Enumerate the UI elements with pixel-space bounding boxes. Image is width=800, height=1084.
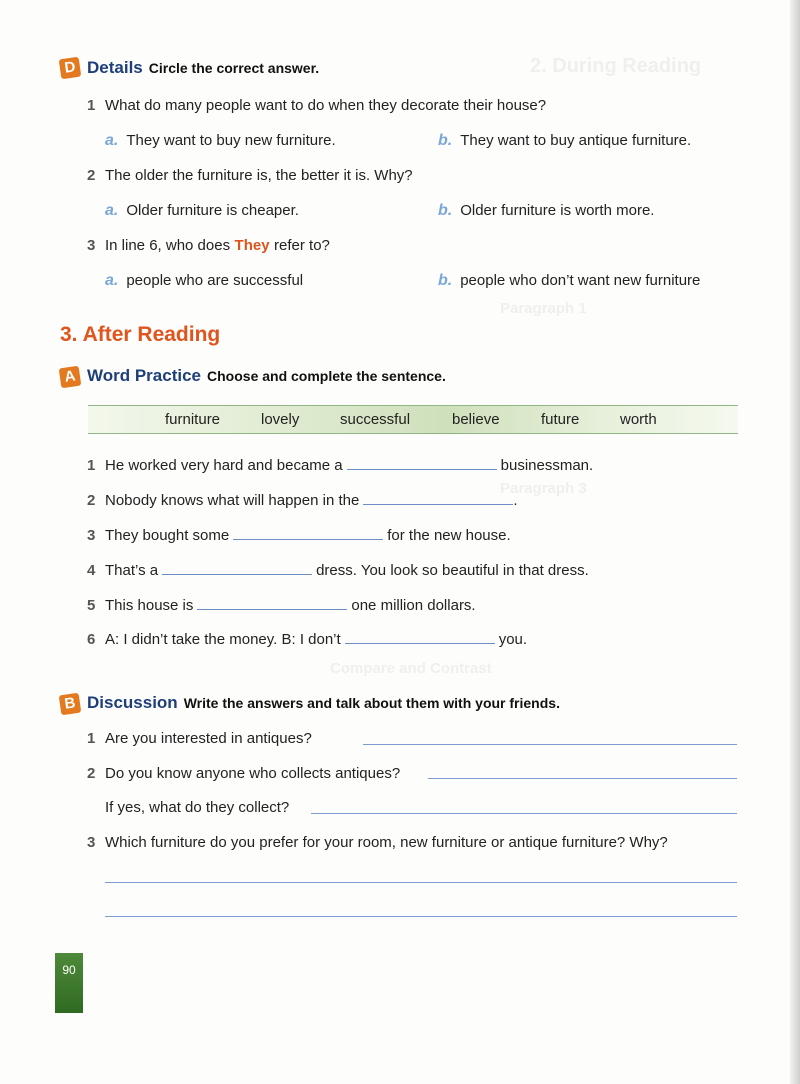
sentence-before: This house is xyxy=(105,597,194,614)
details-question-3 xyxy=(87,237,330,255)
question-number: 1 xyxy=(87,730,96,747)
sentence-number: 1 xyxy=(87,457,96,474)
option-a[interactable] xyxy=(105,202,299,220)
sentence-after: for the new house. xyxy=(387,527,511,544)
discussion-header xyxy=(87,693,560,713)
section-badge-d: D xyxy=(59,57,82,80)
word-practice-sentence-6 xyxy=(87,629,527,649)
question-number: 2 xyxy=(87,167,96,184)
sentence-before: He worked very hard and became a xyxy=(105,457,343,474)
option-letter: a. xyxy=(105,202,119,219)
sentence-before: That’s a xyxy=(105,562,159,579)
answer-line[interactable] xyxy=(105,882,737,883)
sentence-after: you. xyxy=(498,631,528,648)
sentence-before: They bought some xyxy=(105,527,230,544)
option-text: They want to buy antique furniture. xyxy=(460,132,692,149)
option-letter: b. xyxy=(438,202,453,219)
word-practice-instruction: Choose and complete the sentence. xyxy=(207,368,446,384)
question-number: 3 xyxy=(87,834,96,851)
details-header xyxy=(87,58,319,78)
word-bank xyxy=(88,405,738,434)
sentence-number: 6 xyxy=(87,631,96,648)
answer-blank[interactable] xyxy=(363,490,513,505)
word-practice-sentence-3 xyxy=(87,525,511,545)
ghost-text: Paragraph 1 xyxy=(500,300,587,317)
option-a[interactable] xyxy=(105,132,336,150)
answer-line[interactable] xyxy=(311,813,737,814)
answer-blank[interactable] xyxy=(197,595,347,610)
question-text-before: In line 6, who does xyxy=(105,237,231,254)
answer-blank[interactable] xyxy=(347,455,497,470)
word-bank-item: successful xyxy=(340,411,411,428)
word-bank-item: lovely xyxy=(261,411,300,428)
question-number: 1 xyxy=(87,97,96,114)
question-text: Which furniture do you prefer for your room, new furniture or antique furniture? Why? xyxy=(105,834,668,851)
option-letter: a. xyxy=(105,272,119,289)
option-text: people who don’t want new furniture xyxy=(460,272,701,289)
page-edge xyxy=(790,0,800,1084)
option-letter: a. xyxy=(105,132,119,149)
details-instruction: Circle the correct answer. xyxy=(148,60,320,76)
sentence-number: 3 xyxy=(87,527,96,544)
option-text: They want to buy new furniture. xyxy=(126,132,336,149)
sentence-after: businessman. xyxy=(500,457,594,474)
answer-blank[interactable] xyxy=(233,525,383,540)
word-practice-sentence-2 xyxy=(87,490,518,510)
sentence-number: 4 xyxy=(87,562,96,579)
discussion-question-2-followup xyxy=(105,799,289,817)
answer-line[interactable] xyxy=(428,778,737,779)
question-number: 3 xyxy=(87,237,96,254)
question-text: Do you know anyone who collects antiques? xyxy=(105,765,401,782)
section-badge-a: A xyxy=(59,366,82,389)
word-practice-sentence-5 xyxy=(87,595,476,615)
word-bank-item: furniture xyxy=(165,411,221,428)
question-text: The older the furniture is, the better it is. Why? xyxy=(105,167,413,184)
word-bank-item: future xyxy=(541,411,580,428)
option-letter: b. xyxy=(438,132,453,149)
after-reading-heading: 3. After Reading xyxy=(60,323,221,346)
details-question-1 xyxy=(87,97,546,115)
discussion-question-3 xyxy=(87,834,668,852)
details-title: Details xyxy=(87,58,143,77)
details-question-2 xyxy=(87,167,413,185)
sentence-number: 2 xyxy=(87,492,96,509)
option-text: Older furniture is cheaper. xyxy=(126,202,299,219)
question-text: Are you interested in antiques? xyxy=(105,730,312,747)
sentence-number: 5 xyxy=(87,597,96,614)
word-practice-sentence-1 xyxy=(87,455,593,475)
page-number: 90 xyxy=(55,953,83,1013)
word-practice-title: Word Practice xyxy=(87,366,202,385)
option-b[interactable] xyxy=(438,272,700,290)
option-a[interactable] xyxy=(105,272,303,290)
option-text: people who are successful xyxy=(126,272,304,289)
answer-blank[interactable] xyxy=(162,560,312,575)
ghost-text: 2. During Reading xyxy=(530,55,702,77)
sentence-after: one million dollars. xyxy=(351,597,476,614)
word-practice-header xyxy=(87,366,446,386)
sentence-after: . xyxy=(513,492,518,509)
option-text: Older furniture is worth more. xyxy=(460,202,655,219)
sentence-before: A: I didn’t take the money. B: I don’t xyxy=(105,631,341,648)
discussion-question-1 xyxy=(87,730,312,748)
discussion-instruction: Write the answers and talk about them with your friends. xyxy=(183,695,560,711)
question-number: 2 xyxy=(87,765,96,782)
answer-blank[interactable] xyxy=(345,629,495,644)
question-text-after: refer to? xyxy=(274,237,330,254)
discussion-title: Discussion xyxy=(87,693,178,712)
option-b[interactable] xyxy=(438,202,654,220)
answer-line[interactable] xyxy=(363,744,737,745)
answer-line[interactable] xyxy=(105,916,737,917)
question-highlight-word: They xyxy=(234,237,270,254)
sentence-after: dress. You look so beautiful in that dress. xyxy=(316,562,589,579)
option-letter: b. xyxy=(438,272,453,289)
discussion-question-2 xyxy=(87,765,400,783)
word-bank-item: believe xyxy=(452,411,500,428)
sentence-before: Nobody knows what will happen in the xyxy=(105,492,360,509)
section-badge-b: B xyxy=(59,693,82,716)
word-bank-item: worth xyxy=(620,411,657,428)
word-practice-sentence-4 xyxy=(87,560,589,580)
ghost-text: Compare and Contrast xyxy=(330,660,492,677)
option-b[interactable] xyxy=(438,132,691,150)
question-text: What do many people want to do when they decorate their house? xyxy=(105,97,547,114)
question-followup: If yes, what do they collect? xyxy=(105,799,290,816)
ghost-text: Paragraph 3 xyxy=(500,480,587,497)
